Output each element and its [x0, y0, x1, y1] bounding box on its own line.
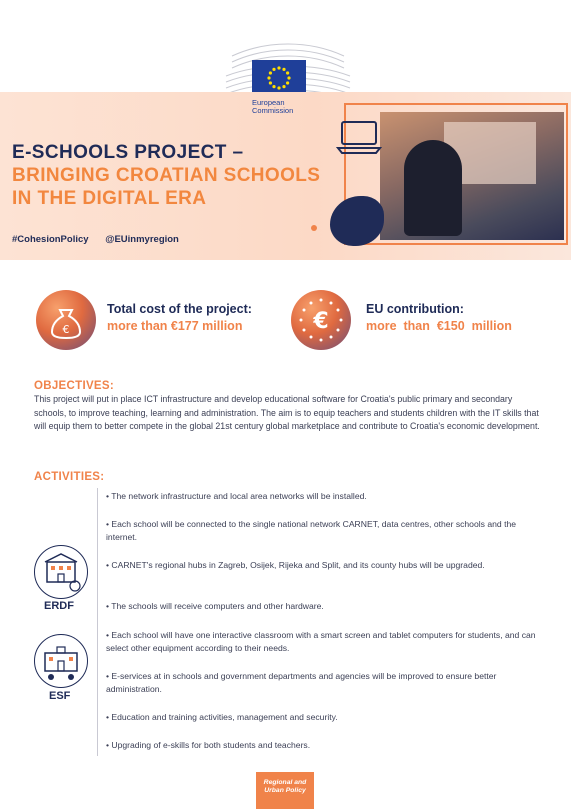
regional-urban-policy-badge: [256, 772, 314, 809]
total-cost-value: more than €177 million: [107, 319, 243, 333]
activity-item: • The network infrastructure and local area networks will be installed.: [106, 491, 367, 501]
activity-item: • Education and training activities, management and security.: [106, 712, 338, 722]
svg-text:€: €: [313, 309, 329, 334]
esf-label: ESF: [49, 690, 71, 702]
eu-contribution-value: more than €150 million: [366, 319, 512, 333]
activity-item: • CARNET's regional hubs in Zagreb, Osijek, Rijeka and Split, and its county hubs will be upgraded.: [106, 560, 485, 570]
decorative-dot: [311, 225, 317, 231]
activity-item: • The schools will receive computers and other hardware.: [106, 601, 324, 611]
ec-label-line1: European: [252, 98, 285, 107]
total-cost-label: Total cost of the project:: [107, 302, 252, 316]
eu-euro-icon: [291, 290, 351, 350]
hashtags: [12, 234, 193, 245]
badge-line2: Urban Policy: [264, 787, 306, 794]
svg-text:€: €: [62, 323, 70, 336]
money-bag-icon: [36, 290, 96, 350]
eu-contribution-label: EU contribution:: [366, 302, 464, 316]
eu-flag: [252, 60, 306, 96]
laptop-icon: [336, 118, 382, 158]
teacher-silhouette: [404, 140, 462, 236]
ec-label-line2: Commission: [252, 106, 294, 115]
ec-label: [252, 99, 293, 115]
erdf-school-icon: [34, 545, 88, 599]
hashtag-cohesion[interactable]: #CohesionPolicy: [12, 234, 89, 245]
hashtag-euinmyregion[interactable]: @EUinmyregion: [105, 234, 179, 245]
title-line2: BRINGING CROATIAN SCHOOLS IN THE DIGITAL ERA: [12, 165, 321, 209]
erdf-label: ERDF: [44, 600, 74, 612]
badge-line1: Regional and: [263, 779, 307, 786]
activity-item: • Each school will have one interactive classroom with a smart screen and tablet computers for students, and can select other equipment according to their needs.: [106, 630, 536, 653]
objectives-text: This project will put in place ICT infrastructure and develop educational software for Croatia's public primary and secondary schools, to improve teaching, learning and administration. The aim is to equip teachers and students children with the IT skills that will equip them to better compete in the global 21st century global marketplace and contribute to Croatia's economic development.: [34, 394, 540, 432]
objectives-heading: OBJECTIVES:: [34, 380, 114, 392]
activity-item: • Upgrading of e-skills for both students and teachers.: [106, 740, 311, 750]
activity-item: • Each school will be connected to the single national network CARNET, data centres, other schools and the internet.: [106, 519, 517, 542]
activities-divider: [97, 488, 98, 756]
activity-item: • E-services at in schools and government departments and agencies will be improved to ensure better administration.: [106, 671, 497, 694]
esf-school-icon: [34, 634, 88, 688]
title-line1: E-SCHOOLS PROJECT –: [12, 142, 244, 163]
activities-heading: ACTIVITIES:: [34, 471, 105, 483]
